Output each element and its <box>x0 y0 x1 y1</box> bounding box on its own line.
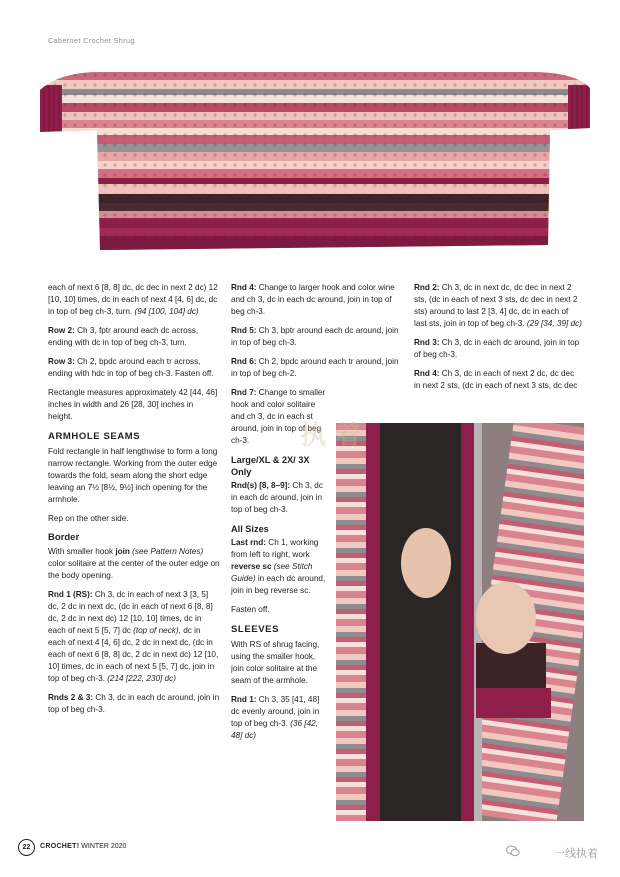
c3-rnd2-label: Rnd 2: <box>414 283 440 292</box>
rnds23-text: Ch 3, dc in each dc around, join in top of beg ch-3. <box>48 693 220 714</box>
rnd1-text-b: dc in each of next 4 [4, 6] dc, 2 dc in next dc, (dc in each of next 6 [8, 8] dc, 2 dc in next dc) 12 [10, 10] times, dc in each of next 5 [5, 7] dc, join in top of beg ch-3. <box>48 626 219 683</box>
rnd7-label: Rnd 7: <box>231 388 257 397</box>
page-footer <box>0 830 620 860</box>
column-2-narrow-section <box>231 387 329 742</box>
rnd6-text: Ch 2, bpdc around each tr around, join in top of beg ch-2. <box>231 357 399 378</box>
row1-count: (94 [100, 104] dc) <box>134 307 199 316</box>
last-rnd-text-a: Ch 1, working from left to right, work <box>231 538 319 559</box>
paragraph-armhole: Fold rectangle in half lengthwise to form a long narrow rectangle. Working from the outer edge towards the fold, seam along the short edge leaving an 7½ [8½, 9½] inch opening for the armhole. <box>48 447 218 504</box>
c3-rnd4-label: Rnd 4: <box>414 369 440 378</box>
publication-line <box>40 843 126 850</box>
c3-rnd2-text: Ch 3, dc in next dc, dc dec in next 2 sts, (dc in each of next 3 sts, dc dec in next 2 sts) around to last 2 [3, 4] dc, dc in each of last sts, join in top of beg ch-3. <box>414 283 578 328</box>
paragraph-fasten: Fasten off. <box>231 605 270 614</box>
all-sizes-heading: All Sizes <box>231 524 269 534</box>
last-rnd-label: Last rnd: <box>231 538 267 547</box>
border-text-a: With smaller hook <box>48 547 116 556</box>
sleeve-rnd1-label: Rnd 1: <box>231 695 257 704</box>
armhole-heading: ARMHOLE SEAMS <box>48 431 141 442</box>
paragraph-row3 <box>48 356 220 380</box>
paragraph-border <box>48 546 220 582</box>
watermark-brand: 一线执着 <box>554 847 598 860</box>
row3-text: Ch 2, bpdc around each tr across, ending with hdc in top of beg ch-3. Fasten off. <box>48 357 214 378</box>
paragraph-rnd6 <box>231 356 403 380</box>
paragraph-row2 <box>48 325 220 349</box>
paragraph-c3-rnd2 <box>414 282 582 330</box>
paragraph-measure: Rectangle measures approximately 42 [44, 46] inches in width and 26 [28, 30] inches in height. <box>48 388 218 421</box>
rnd6-label: Rnd 6: <box>231 357 257 366</box>
row2-text: Ch 3, fptr around each dc across, ending with dc in top of beg ch-3, turn. <box>48 326 199 347</box>
page-number: 22 <box>18 839 35 856</box>
magazine-name: CROCHET! <box>40 843 80 850</box>
row2-label: Row 2: <box>48 326 75 335</box>
paragraph-rnds89 <box>231 480 329 516</box>
border-heading: Border <box>48 532 80 543</box>
rnd4-text: Change to larger hook and color wine and ch 3, dc in each dc around, join in top of beg ch-3. <box>231 283 395 316</box>
sleeve-rnd1-count: (36 [42, 48] dc) <box>231 719 318 740</box>
sleeve-rnd1-text: Ch 3, 35 [41, 48] dc evenly around, join in top of beg ch-3. <box>231 695 320 728</box>
paragraph-rnd4 <box>231 282 403 318</box>
stitch-guide-ref: (see Stitch Guide) <box>231 562 313 583</box>
crochet-shrug-flat-photo <box>0 50 620 265</box>
crochet-shrug-worn-photo <box>336 423 584 821</box>
rnd7-text: Change to smaller hook and color solitaire and ch 3, dc in each st around, join in top of beg ch-3. <box>231 388 326 445</box>
reverse-sc-term: reverse sc <box>231 562 272 571</box>
row1-text: each of next 6 [8, 8] dc, dc dec in next 2 dc) 12 [10, 10] times, dc in each of next 4 [4, 6] dc, dc in top of beg ch-3, turn. <box>48 283 218 316</box>
wechat-icon <box>506 844 520 858</box>
running-head: Cabernet Crochet Shrug <box>48 38 135 45</box>
rnd1-text-a: Ch 3, dc in each of next 3 [3, 5] dc, 2 dc in next dc, (dc in each of next 6 [8, 8] dc, 2 dc in next dc) 12 [10, 10] times, dc in each of next 5 [5, 7] dc <box>48 590 213 635</box>
last-rnd-text-b: in each dc around, join in beg reverse sc. <box>231 574 326 595</box>
paragraph-c3-rnd3 <box>414 337 582 361</box>
border-notes-ref: (see Pattern Notes) <box>129 547 204 556</box>
c3-rnd3-label: Rnd 3: <box>414 338 440 347</box>
paragraph-sleeve-rnd1 <box>231 694 329 742</box>
issue-name: WINTER 2020 <box>79 843 127 850</box>
paragraph-sleeves: With RS of shrug facing, using the smaller hook, join color solitaire at the seam of the armhole. <box>231 640 320 685</box>
rnds23-label: Rnds 2 & 3: <box>48 693 94 702</box>
paragraph-last-rnd <box>231 537 329 597</box>
rnd1-neck: (top of neck), <box>133 626 181 635</box>
row3-label: Row 3: <box>48 357 75 366</box>
c3-rnd2-count: (29 [34, 39] dc) <box>526 319 582 328</box>
large-sizes-heading: Large/XL & 2X/ 3X Only <box>231 455 310 477</box>
column-1 <box>48 282 220 723</box>
rnd1-label: Rnd 1 (RS): <box>48 590 93 599</box>
c3-rnd3-text: Ch 3, dc in each dc around, join in top of beg ch-3. <box>414 338 580 359</box>
border-text-b: color solitaire at the center of the outer edge on the body opening. <box>48 559 220 580</box>
paragraph-rep: Rep on the other side. <box>48 514 129 523</box>
paragraph-rnd7 <box>231 387 329 447</box>
rnd5-label: Rnd 5: <box>231 326 257 335</box>
paragraph-row1-end <box>48 282 220 318</box>
rnd5-text: Ch 3, bptr around each dc around, join in top of beg ch-3. <box>231 326 399 347</box>
shrug-worn-illustration <box>336 423 584 821</box>
shrug-flat-illustration <box>0 50 620 265</box>
column-3 <box>414 282 582 399</box>
paragraph-rnd5 <box>231 325 403 349</box>
rnd1-count: (214 [222, 230] dc) <box>107 674 176 683</box>
c3-rnd4-text: Ch 3, dc in each of next 2 dc, dc dec in next 2 sts, (dc in each of next 3 sts, dc dec <box>414 369 578 390</box>
paragraph-rnd1 <box>48 589 220 685</box>
sleeves-heading: SLEEVES <box>231 624 280 635</box>
rnd4-label: Rnd 4: <box>231 283 257 292</box>
join-term: join <box>115 547 130 556</box>
watermark-text: 执 着 <box>300 421 362 451</box>
rnds89-label: Rnd(s) [8, 8–9]: <box>231 481 291 490</box>
paragraph-rnds23 <box>48 692 220 716</box>
rnds89-text: Ch 3, dc in each dc around, join in top of beg ch-3. <box>231 481 323 514</box>
paragraph-c3-rnd4 <box>414 368 582 392</box>
